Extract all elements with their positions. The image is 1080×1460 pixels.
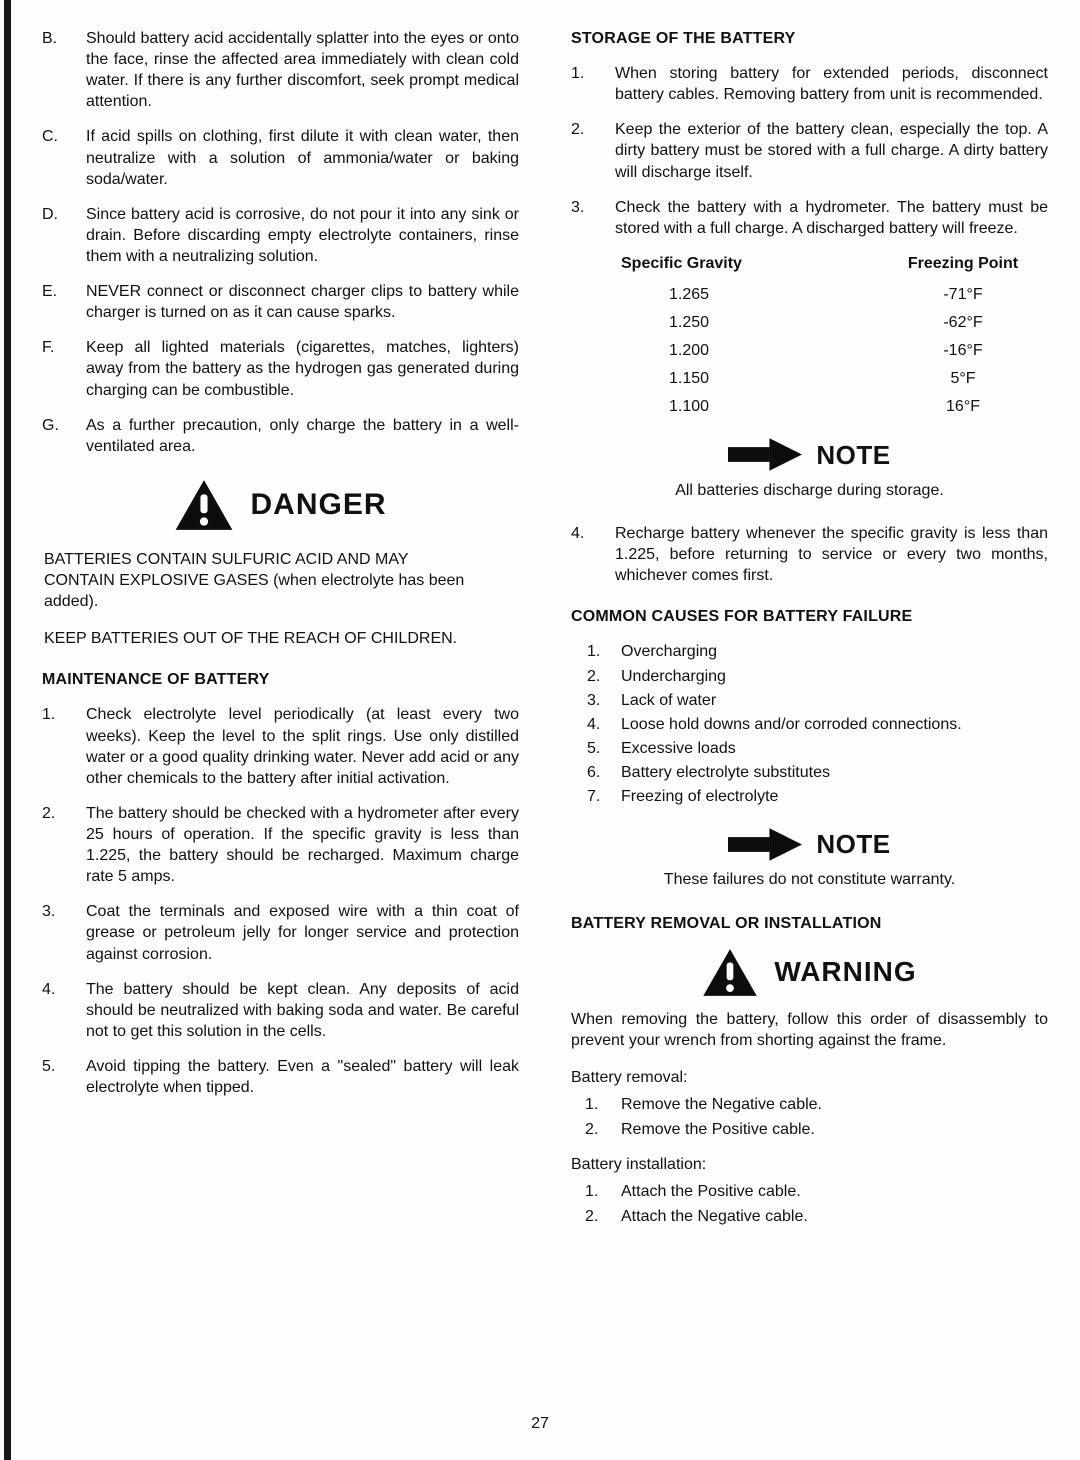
item-text: Attach the Negative cable. bbox=[621, 1208, 808, 1226]
note-text: All batteries discharge during storage. bbox=[675, 481, 944, 499]
item-text: Recharge battery whenever the specific gravity is less than 1.225, before returning to service or every two months, whichever comes first. bbox=[615, 524, 1048, 585]
numbered-item bbox=[42, 979, 519, 1042]
warning-triangle-icon bbox=[174, 479, 234, 531]
item-label: 3. bbox=[587, 691, 601, 709]
lettered-item-f bbox=[42, 337, 519, 400]
gravity-table-header bbox=[571, 253, 1048, 274]
warning-banner bbox=[571, 948, 1048, 997]
gravity-cell: 1.100 bbox=[669, 398, 710, 416]
lettered-item-e bbox=[42, 281, 519, 323]
cause-item bbox=[587, 762, 1048, 783]
step-item bbox=[585, 1094, 1048, 1115]
item-text: Check the battery with a hydrometer. The battery must be stored with a full charge. A discharged battery will freeze. bbox=[615, 198, 1048, 237]
item-text: Attach the Positive cable. bbox=[621, 1183, 801, 1201]
numbered-item bbox=[42, 901, 519, 964]
freezing-cell: -71°F bbox=[943, 285, 983, 303]
item-label: 3. bbox=[571, 198, 585, 216]
item-label: D. bbox=[42, 205, 58, 223]
item-label: 2. bbox=[585, 1208, 599, 1226]
installation-steps bbox=[585, 1181, 1048, 1227]
item-label: 2. bbox=[587, 667, 601, 685]
note-text: These failures do not constitute warranty. bbox=[663, 871, 956, 889]
item-label: 4. bbox=[42, 980, 56, 998]
lettered-item-c bbox=[42, 126, 519, 189]
item-text: Keep the exterior of the battery clean, especially the top. A dirty battery must be stored with a full charge. A dirty battery will discharge itself. bbox=[615, 121, 1048, 181]
freezing-cell: 5°F bbox=[950, 370, 976, 388]
numbered-item bbox=[571, 63, 1048, 105]
item-label: 4. bbox=[587, 715, 601, 733]
item-text: Excessive loads bbox=[621, 739, 736, 757]
right-column bbox=[571, 28, 1048, 1400]
item-label: 3. bbox=[42, 903, 56, 921]
lettered-item-d bbox=[42, 204, 519, 267]
item-text: Should battery acid accidentally splatter into the eyes or onto the face, rinse the affected area immediately with clean cold water. If there is any further discomfort, seek prompt medical attention. bbox=[86, 30, 519, 111]
gravity-cell: 1.200 bbox=[669, 342, 710, 360]
cause-item bbox=[587, 666, 1048, 687]
warning-title: WARNING bbox=[774, 955, 917, 987]
cause-item bbox=[587, 738, 1048, 759]
item-label: G. bbox=[42, 416, 59, 434]
col-header-freezing-point: Freezing Point bbox=[907, 254, 1019, 272]
cause-item bbox=[587, 786, 1048, 807]
item-label: 1. bbox=[571, 65, 585, 83]
item-text: Since battery acid is corrosive, do not pour it into any sink or drain. Before discarding empty electrolyte containers, rinse them with a neutralizing solution. bbox=[86, 205, 519, 265]
item-text: NEVER connect or disconnect charger clips to battery while charger is turned on as it can cause sparks. bbox=[86, 283, 519, 322]
item-text: Coat the terminals and exposed wire with a thin coat of grease or petroleum jelly for longer service and protection against corrosion. bbox=[86, 903, 519, 963]
gravity-cell: 1.250 bbox=[669, 314, 710, 332]
item-label: 4. bbox=[571, 524, 585, 542]
numbered-item bbox=[571, 197, 1048, 239]
item-label: 1. bbox=[585, 1183, 599, 1201]
item-text: The battery should be kept clean. Any deposits of acid should be neutralized with baking soda and water. Be careful not to get this solution in the cells. bbox=[86, 980, 519, 1040]
table-row bbox=[571, 312, 1048, 333]
item-text: Battery electrolyte substitutes bbox=[621, 763, 830, 781]
numbered-item bbox=[42, 803, 519, 887]
page-number: 27 bbox=[531, 1414, 549, 1432]
item-label: 2. bbox=[585, 1121, 599, 1139]
item-label: F. bbox=[42, 339, 55, 357]
gravity-table bbox=[571, 253, 1048, 418]
cause-item bbox=[587, 714, 1048, 735]
item-label: 6. bbox=[587, 763, 601, 781]
item-label: 5. bbox=[42, 1057, 56, 1075]
step-item bbox=[585, 1206, 1048, 1227]
freezing-cell: -62°F bbox=[943, 314, 983, 332]
table-row bbox=[571, 284, 1048, 305]
table-row bbox=[571, 368, 1048, 389]
item-text: When storing battery for extended periods, disconnect battery cables. Removing battery from unit is recommended. bbox=[615, 65, 1048, 104]
removal-steps bbox=[585, 1094, 1048, 1140]
section-heading-removal: BATTERY REMOVAL OR INSTALLATION bbox=[571, 914, 882, 932]
item-label: E. bbox=[42, 283, 58, 301]
item-label: 2. bbox=[42, 804, 56, 822]
item-label: 1. bbox=[587, 643, 601, 661]
table-row bbox=[571, 340, 1048, 361]
item-label: 1. bbox=[42, 706, 56, 724]
item-label: C. bbox=[42, 128, 58, 146]
section-heading-maintenance: MAINTENANCE OF BATTERY bbox=[42, 671, 270, 689]
warning-paragraph: When removing the battery, follow this order of disassembly to prevent your wrench from shorting against the frame. bbox=[571, 1010, 1048, 1049]
item-text: Remove the Positive cable. bbox=[621, 1121, 815, 1139]
gravity-cell: 1.265 bbox=[669, 285, 710, 303]
item-label: B. bbox=[42, 30, 58, 47]
numbered-item bbox=[571, 119, 1048, 182]
left-column bbox=[42, 28, 519, 1400]
item-text: If acid spills on clothing, first dilute it with clean water, then neutralize with a solution of ammonia/water or baking soda/water. bbox=[86, 128, 519, 188]
freezing-cell: 16°F bbox=[946, 398, 980, 416]
note-title: NOTE bbox=[816, 829, 891, 860]
section-heading-causes: COMMON CAUSES FOR BATTERY FAILURE bbox=[571, 608, 913, 626]
note-banner bbox=[571, 827, 1048, 861]
danger-paragraph: BATTERIES CONTAIN SULFURIC ACID AND MAY CONTAIN EXPLOSIVE GASES (when electrolyte has been added). bbox=[44, 550, 465, 611]
item-text: The battery should be checked with a hydrometer after every 25 hours of operation. If the specific gravity is less than 1.225, the battery should be recharged. Maximum charge rate 5 amps. bbox=[86, 804, 519, 886]
note-banner bbox=[571, 438, 1048, 472]
item-text: Check electrolyte level periodically (at least every two weeks). Keep the level to the split rings. Use only distilled water or a good quality drinking water. Never add acid or any other chemicals to the battery after initial activation. bbox=[86, 706, 519, 787]
gravity-cell: 1.150 bbox=[669, 370, 710, 388]
item-label: 5. bbox=[587, 739, 601, 757]
freezing-cell: -16°F bbox=[943, 342, 983, 360]
numbered-item bbox=[42, 704, 519, 788]
note-arrow-icon bbox=[728, 438, 802, 471]
two-column-layout bbox=[42, 28, 1048, 1400]
item-text: Freezing of electrolyte bbox=[621, 788, 779, 806]
table-row bbox=[571, 396, 1048, 417]
battery-removal-label: Battery removal: bbox=[571, 1068, 688, 1086]
danger-title: DANGER bbox=[250, 488, 387, 522]
cause-item bbox=[587, 641, 1048, 662]
step-item bbox=[585, 1119, 1048, 1140]
danger-paragraph: KEEP BATTERIES OUT OF THE REACH OF CHILDREN. bbox=[44, 630, 458, 648]
note-arrow-icon bbox=[728, 828, 802, 861]
item-label: 7. bbox=[587, 788, 601, 806]
item-text: Keep all lighted materials (cigarettes, matches, lighters) away from the battery as the hydrogen gas generated during charging can be combustible. bbox=[86, 339, 519, 399]
numbered-item bbox=[42, 1056, 519, 1098]
item-text: Avoid tipping the battery. Even a "sealed" battery will leak electrolyte when tipped. bbox=[86, 1057, 519, 1097]
col-header-specific-gravity: Specific Gravity bbox=[621, 254, 742, 272]
warning-triangle-icon bbox=[702, 948, 758, 997]
battery-installation-label: Battery installation: bbox=[571, 1156, 707, 1174]
item-text: Undercharging bbox=[621, 667, 726, 685]
cause-item bbox=[587, 690, 1048, 711]
item-text: Lack of water bbox=[621, 691, 717, 709]
item-text: Loose hold downs and/or corroded connections. bbox=[621, 715, 962, 733]
step-item bbox=[585, 1181, 1048, 1202]
item-text: Overcharging bbox=[621, 643, 718, 661]
numbered-item bbox=[571, 523, 1048, 586]
item-text: Remove the Negative cable. bbox=[621, 1096, 822, 1114]
item-label: 2. bbox=[571, 121, 585, 139]
danger-banner bbox=[42, 479, 519, 531]
item-label: 1. bbox=[585, 1096, 599, 1114]
item-text: As a further precaution, only charge the battery in a well-ventilated area. bbox=[86, 416, 519, 455]
lettered-item-b bbox=[42, 28, 519, 112]
note-title: NOTE bbox=[816, 439, 891, 470]
lettered-item-g bbox=[42, 415, 519, 457]
section-heading-storage: STORAGE OF THE BATTERY bbox=[571, 30, 796, 47]
scan-edge-artifact bbox=[4, 0, 11, 1460]
